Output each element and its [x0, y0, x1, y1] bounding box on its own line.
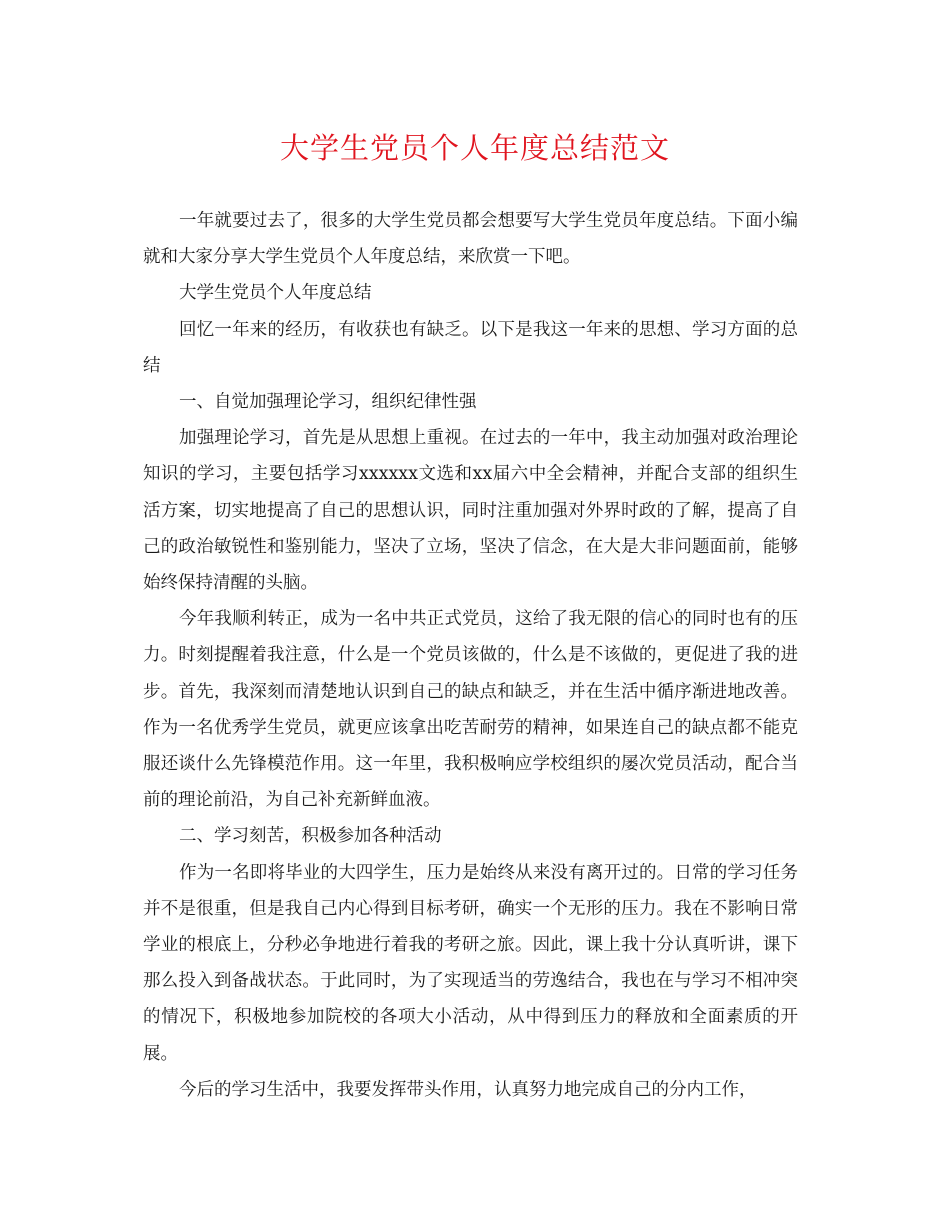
- intro-paragraph: 一年就要过去了，很多的大学生党员都会想要写大学生党员年度总结。下面小编就和大家分享大学生党员个人年度总结，来欣赏一下吧。: [143, 211, 798, 268]
- document-body: [143, 203, 798, 1108]
- subtitle-paragraph: 大学生党员个人年度总结: [179, 283, 372, 304]
- study-activities-paragraph: 作为一名即将毕业的大四学生，压力是始终从来没有离开过的。日常的学习任务并不是很重，但是我自己内心得到目标考研，确实一个无形的压力。我在不影响日常学业的根底上，分秒必争地进行着我的考研之旅。因此，课上我十分认真听讲，课下那么投入到备战状态。于此同时，为了实现适当的劳逸结合，我也在与学习不相冲突的情况下，积极地参加院校的各项大小活动，从中得到压力的释放和全面素质的开展。: [143, 862, 798, 1064]
- future-plans-paragraph: 今后的学习生活中，我要发挥带头作用，认真努力地完成自己的分内工作，: [179, 1079, 757, 1100]
- review-paragraph: 回忆一年来的经历，有收获也有缺乏。以下是我这一年来的思想、学习方面的总结: [143, 319, 798, 376]
- party-member-paragraph: 今年我顺利转正，成为一名中共正式党员，这给了我无限的信心的同时也有的压力。时刻提醒着我注意，什么是一个党员该做的，什么是不该做的，更促进了我的进步。首先，我深刻而清楚地认识到自己的缺点和缺乏，并在生活中循序渐进地改善。作为一名优秀学生党员，就更应该拿出吃苦耐劳的精神，如果连自己的缺点都不能克服还谈什么先锋模范作用。这一年里，我积极响应学校组织的屡次党员活动，配合当前的理论前沿，为自己补充新鲜血液。: [143, 609, 798, 811]
- section-heading-2: 二、学习刻苦，积极参加各种活动: [179, 826, 442, 847]
- document-title: 大学生党员个人年度总结范文: [279, 131, 670, 165]
- theory-study-paragraph: 加强理论学习，首先是从思想上重视。在过去的一年中，我主动加强对政治理论知识的学习，主要包括学习xxxxxx文选和xx届六中全会精神，并配合支部的组织生活方案，切实地提高了自己的思想认识，同时注重加强对外界时政的了解，提高了自己的政治敏锐性和鉴别能力，坚决了立场，坚决了信念，在大是大非问题面前，能够始终保持清醒的头脑。: [143, 428, 798, 594]
- section-heading-1: 一、自觉加强理论学习，组织纪律性强: [179, 392, 477, 413]
